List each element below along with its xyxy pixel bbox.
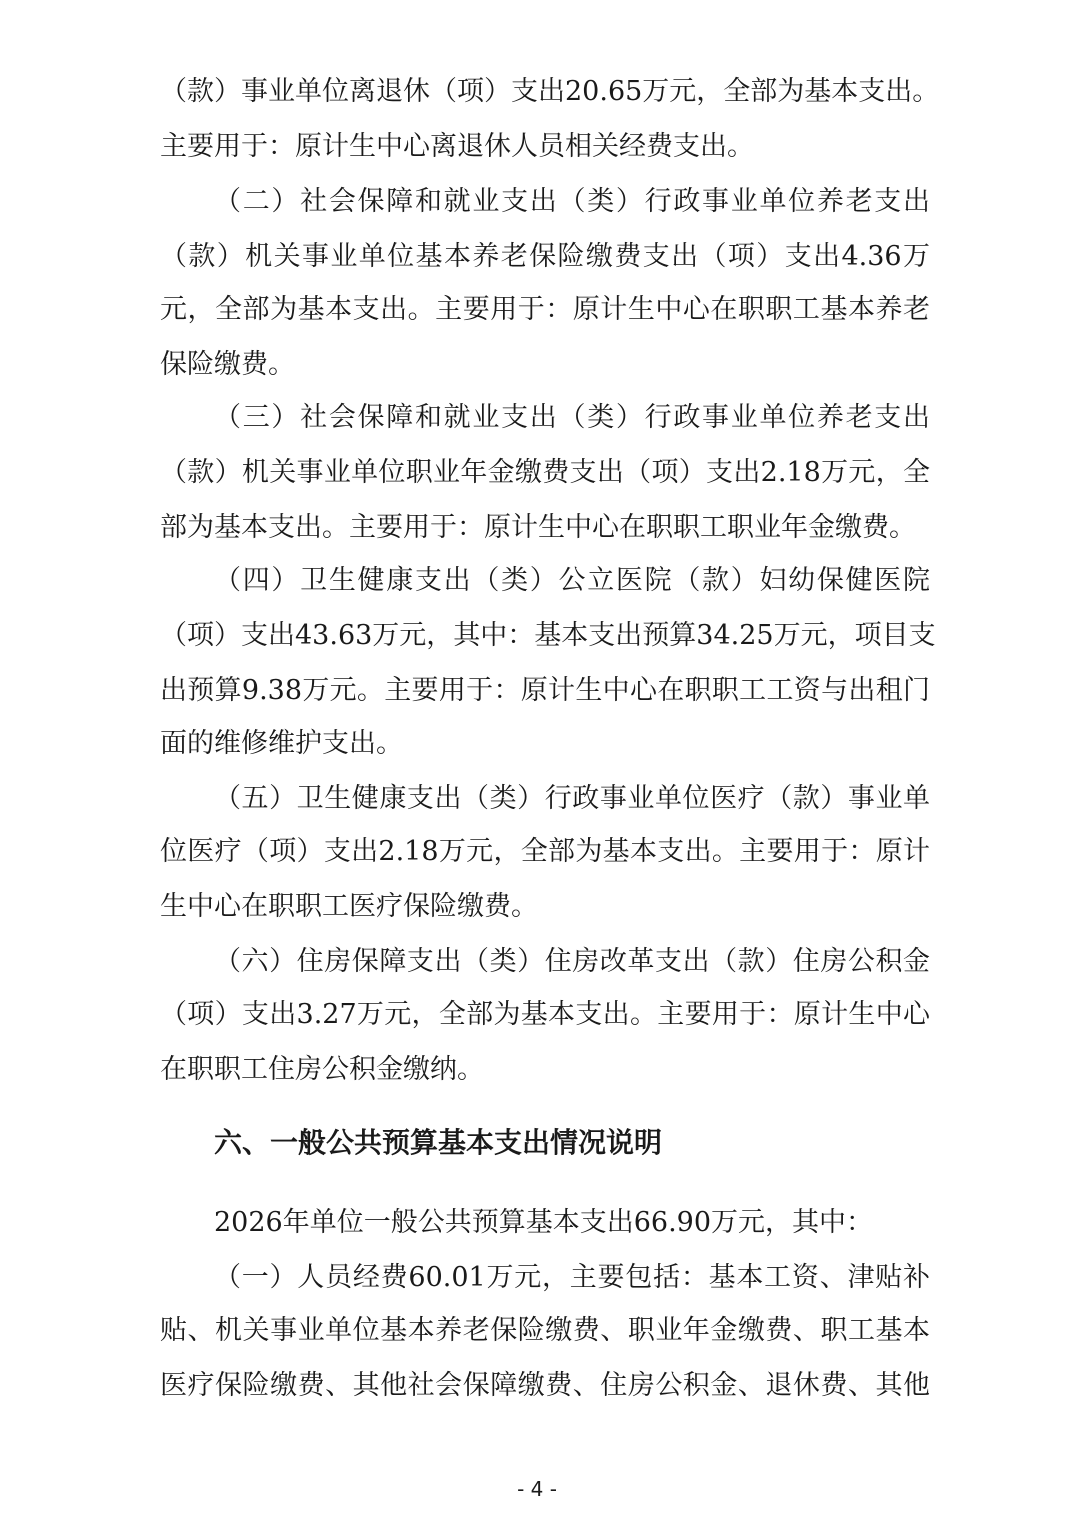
text-line: 位医疗（项）支出2.18万元，全部为基本支出。主要用于：原计 bbox=[160, 836, 930, 867]
text-line: （项）支出43.63万元，其中：基本支出预算34.25万元，项目支 bbox=[160, 620, 936, 651]
text-line: 主要用于：原计生中心离退休人员相关经费支出。 bbox=[160, 131, 754, 162]
text-line: 在职职工住房公积金缴纳。 bbox=[160, 1054, 484, 1085]
text-line: （三）社会保障和就业支出（类）行政事业单位养老支出 bbox=[214, 402, 930, 433]
text-line: 出预算9.38万元。主要用于：原计生中心在职职工工资与出租门 bbox=[160, 675, 930, 706]
text-line: 2026年单位一般公共预算基本支出66.90万元，其中： bbox=[214, 1207, 874, 1238]
text-line: 面的维修维护支出。 bbox=[160, 728, 403, 759]
text-line: 贴、机关事业单位基本养老保险缴费、职业年金缴费、职工基本 bbox=[160, 1315, 930, 1346]
text-line: （五）卫生健康支出（类）行政事业单位医疗（款）事业单 bbox=[214, 783, 930, 814]
text-line: （四）卫生健康支出（类）公立医院（款）妇幼保健医院 bbox=[214, 565, 930, 596]
text-line: （款）机关事业单位基本养老保险缴费支出（项）支出4.36万 bbox=[160, 241, 930, 272]
page-number: - 4 - bbox=[517, 1477, 557, 1501]
text-line: （六）住房保障支出（类）住房改革支出（款）住房公积金 bbox=[214, 946, 930, 977]
section-heading: 六、一般公共预算基本支出情况说明 bbox=[214, 1126, 663, 1159]
text-line: （一）人员经费60.01万元，主要包括：基本工资、津贴补 bbox=[214, 1262, 930, 1293]
text-line: （款）事业单位离退休（项）支出20.65万元，全部为基本支出。 bbox=[160, 76, 940, 107]
text-line: 元，全部为基本支出。主要用于：原计生中心在职职工基本养老 bbox=[160, 294, 930, 325]
text-line: 生中心在职职工医疗保险缴费。 bbox=[160, 891, 538, 922]
text-line: 部为基本支出。主要用于：原计生中心在职职工职业年金缴费。 bbox=[160, 512, 916, 543]
text-line: （二）社会保障和就业支出（类）行政事业单位养老支出 bbox=[214, 186, 930, 217]
text-line: （款）机关事业单位职业年金缴费支出（项）支出2.18万元，全 bbox=[160, 457, 930, 488]
text-line: 医疗保险缴费、其他社会保障缴费、住房公积金、退休费、其他 bbox=[160, 1370, 930, 1401]
text-line: （项）支出3.27万元，全部为基本支出。主要用于：原计生中心 bbox=[160, 999, 930, 1030]
text-line: 保险缴费。 bbox=[160, 349, 295, 380]
